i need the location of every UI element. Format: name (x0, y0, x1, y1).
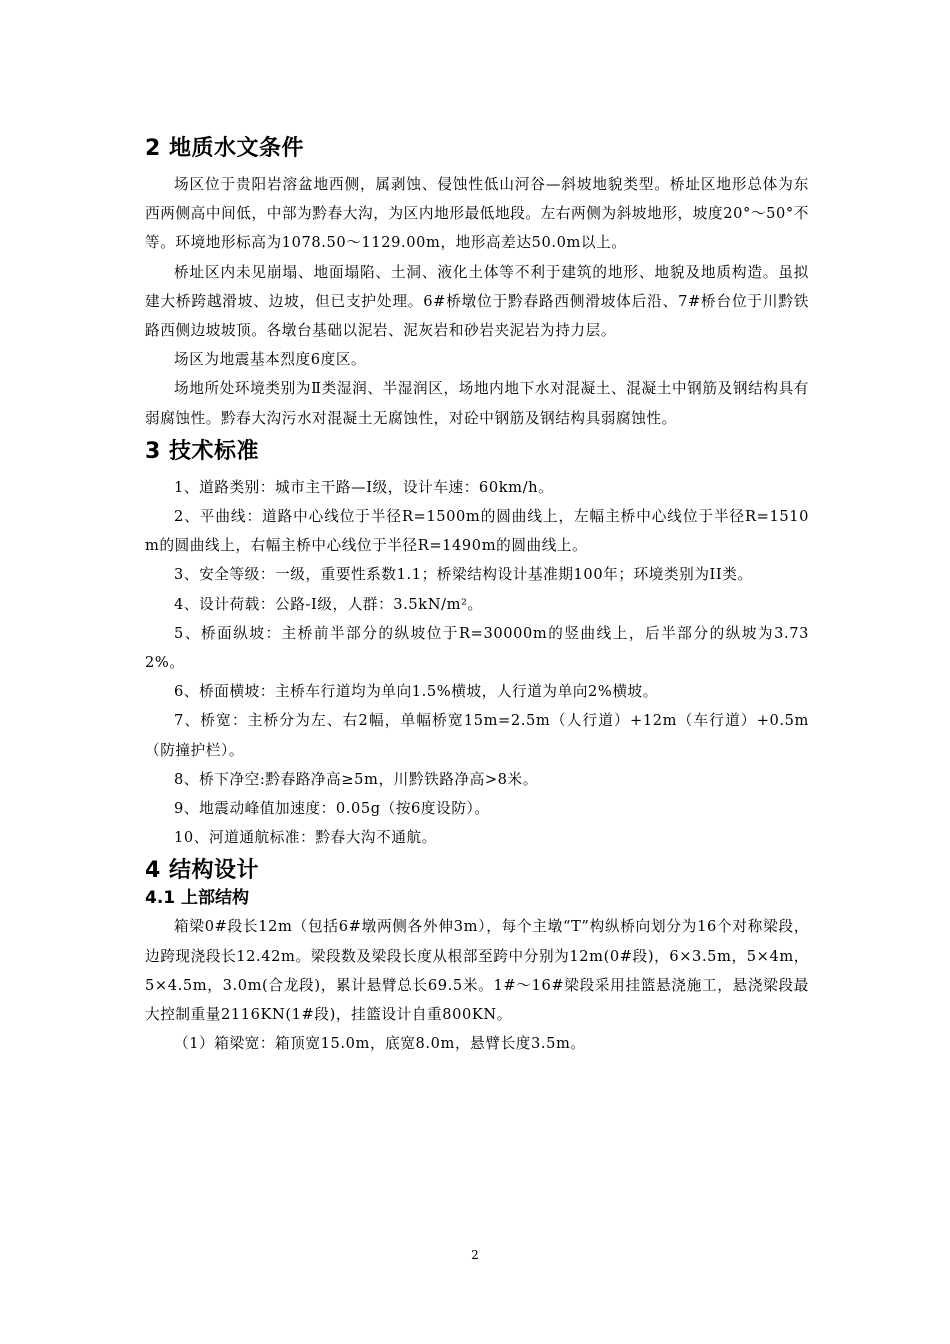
subsection-heading-superstructure: 4.1 上部结构 (145, 888, 250, 909)
section-heading-structural-design: 4 结构设计 (145, 858, 259, 884)
paragraph: 场地所处环境类别为Ⅱ类湿润、半湿润区，场地内地下水对混凝土、混凝土中钢筋及钢结构具有弱腐蚀性。黔春大沟污水对混凝土无腐蚀性，对砼中钢筋及钢结构具弱腐蚀性。 (145, 380, 809, 427)
list-item: 1、道路类别：城市主干路—Ⅰ级，设计车速：60km/h。 (174, 478, 554, 496)
list-item: 6、桥面横坡：主桥车行道均为单向1.5%横坡，人行道为单向2%横坡。 (174, 683, 658, 701)
list-item: 7、桥宽：主桥分为左、右2幅，单幅桥宽15m=2.5m（人行道）+12m（车行道）+0.5m（防撞护栏）。 (145, 712, 809, 759)
paragraph: 桥址区内未见崩塌、地面塌陷、土洞、液化土体等不利于建筑的地形、地貌及地质构造。虽拟建大桥跨越滑坡、边坡，但已支护处理。6#桥墩位于黔春路西侧滑坡体后沿、7#桥台位于川黔铁路西侧边坡坡顶。各墩台基础以泥岩、泥灰岩和砂岩夹泥岩为持力层。 (145, 263, 809, 340)
list-item: 5、桥面纵坡：主桥前半部分的纵坡位于R=30000m的竖曲线上，后半部分的纵坡为3.732%。 (145, 624, 809, 672)
list-item: 2、平曲线：道路中心线位于半径R=1500m的圆曲线上，左幅主桥中心线位于半径R=1510m的圆曲线上，右幅主桥中心线位于半径R=1490m的圆曲线上。 (145, 508, 809, 555)
list-item: 3、安全等级：一级，重要性系数1.1；桥梁结构设计基准期100年；环境类别为II类。 (174, 566, 753, 584)
section-heading-geology: 2 地质水文条件 (145, 136, 304, 161)
page-number: 2 (471, 1248, 479, 1262)
list-item: 9、地震动峰值加速度：0.05g（按6度设防）。 (174, 800, 490, 818)
paragraph: 场区为地震基本烈度6度区。 (174, 351, 367, 369)
list-item: 4、设计荷载：公路-Ⅰ级，人群：3.5kN/m²。 (174, 595, 483, 613)
section-heading-technical-standards: 3 技术标准 (145, 438, 259, 464)
page-content (145, 130, 809, 1058)
list-item: 10、河道通航标准：黔春大沟不通航。 (174, 829, 437, 847)
paragraph: 场区位于贵阳岩溶盆地西侧，属剥蚀、侵蚀性低山河谷—斜坡地貌类型。桥址区地形总体为东西两侧高中间低，中部为黔春大沟，为区内地形最低地段。左右两侧为斜坡地形，坡度20°～50°不等。环境地形标高为1078.50～1129.00m，地形高差达50.0m以上。 (145, 176, 809, 252)
paragraph: 箱梁0#段长12m（包括6#墩两侧各外伸3m），每个主墩“T”构纵桥向划分为16个对称梁段，边跨现浇段长12.42m。梁段数及梁段长度从根部至跨中分别为12m(0#段)，6×3.5m，5×4m，5×4.5m，3.0m(合龙段)，累计悬臂总长69.5米。1#～16#梁段采用挂篮悬浇施工，悬浇梁段最大控制重量2116KN(1#段)，挂篮设计自重800KN。 (145, 918, 809, 1024)
list-item: 8、桥下净空:黔春路净高≥5m，川黔铁路净高>8米。 (174, 770, 538, 788)
paragraph: （1）箱梁宽：箱顶宽15.0m，底宽8.0m，悬臂长度3.5m。 (174, 1035, 586, 1053)
